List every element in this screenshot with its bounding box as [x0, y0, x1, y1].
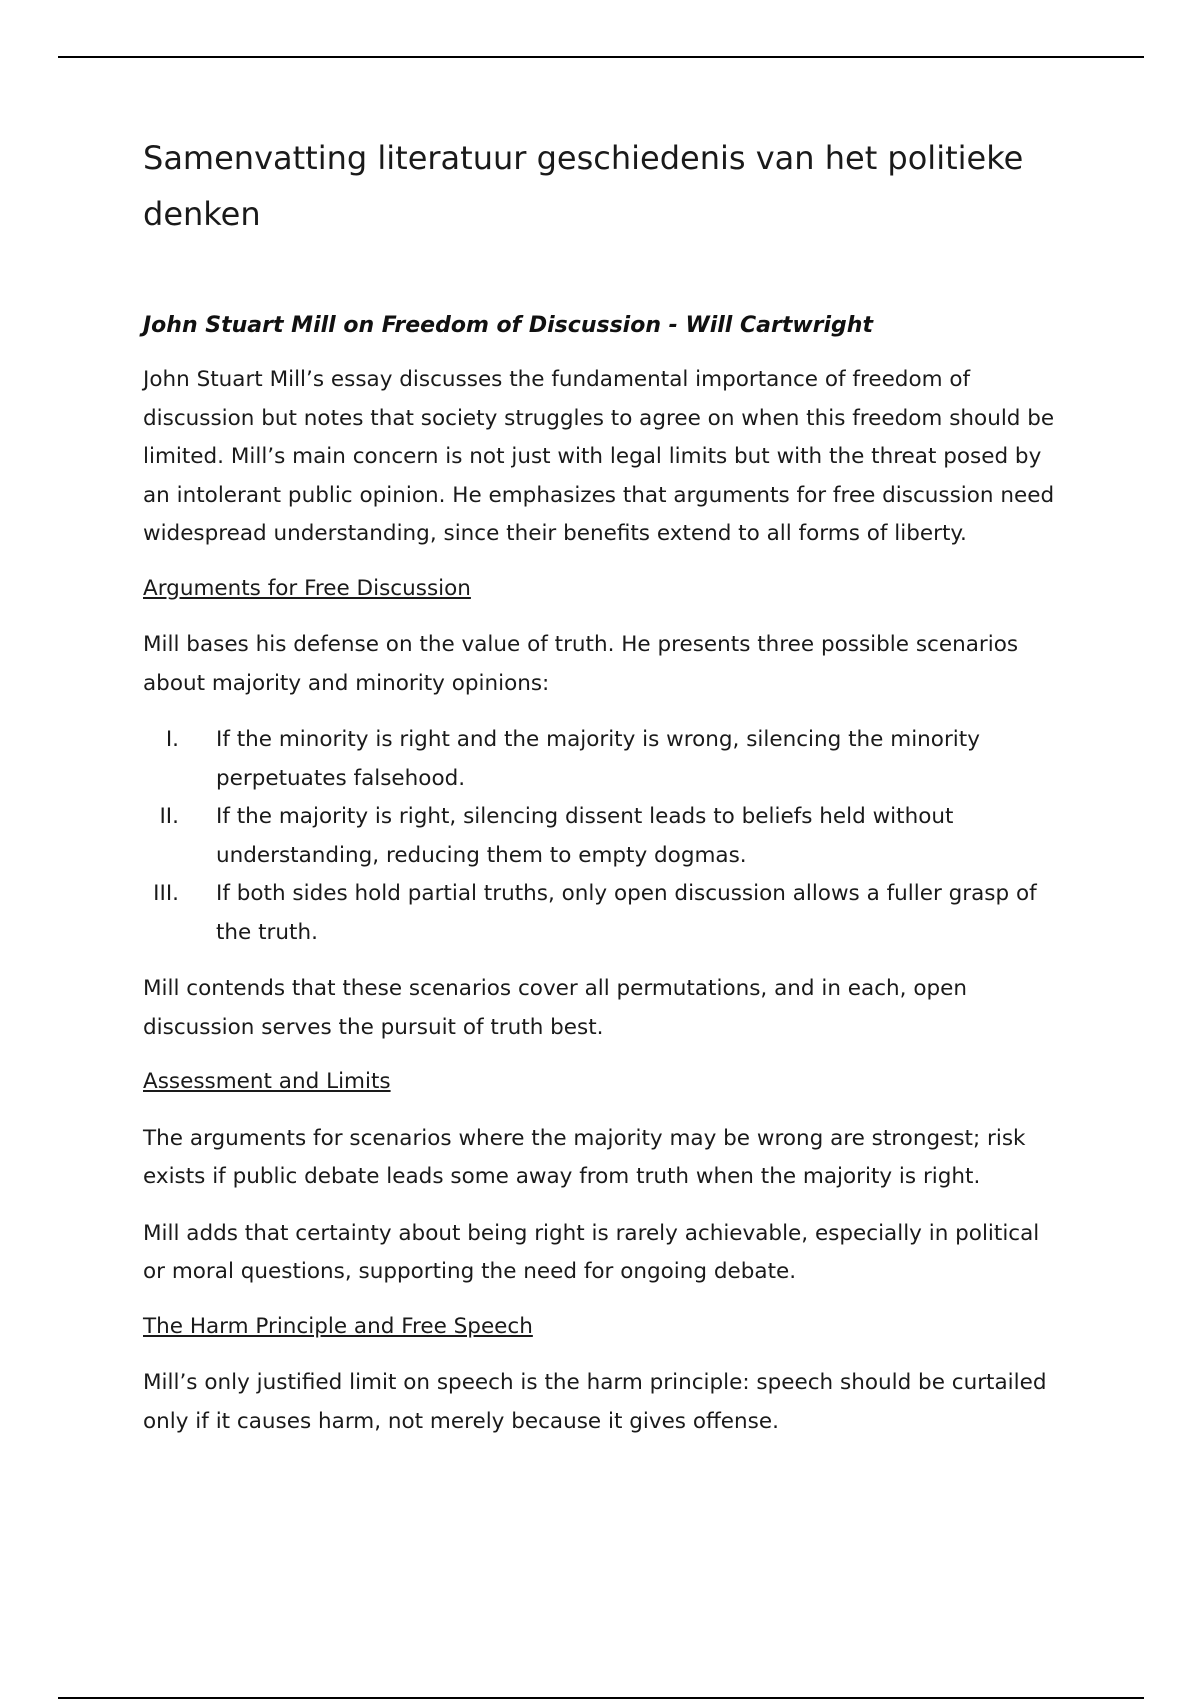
top-rule	[58, 56, 1144, 58]
arguments-conclusion: Mill contends that these scenarios cover all permutations, and in each, open discussion serves the pursuit of truth best.	[143, 976, 967, 1040]
subheading-harm-principle: The Harm Principle and Free Speech	[143, 1313, 533, 1339]
assessment-paragraph-1: The arguments for scenarios where the majority may be wrong are strongest; risk exists if public debate leads some away from truth when the majority is right.	[143, 1125, 1026, 1189]
list-item	[143, 721, 1063, 798]
list-item-number: II.	[159, 804, 179, 829]
assessment-paragraph-2: Mill adds that certainty about being right is rarely achievable, especially in political or moral questions, supporting the need for ongoing debate.	[143, 1220, 1040, 1284]
list-item-text: If the majority is right, silencing dissent leads to beliefs held without understanding, reducing them to empty dogmas.	[216, 804, 954, 868]
section-heading: John Stuart Mill on Freedom of Discussion - Will Cartwright	[143, 313, 873, 338]
bottom-rule	[58, 1697, 1144, 1699]
document-body	[143, 130, 1063, 1441]
arguments-paragraph: Mill bases his defense on the value of truth. He presents three possible scenarios about majority and minority opinions:	[143, 632, 1019, 696]
list-item-number: III.	[153, 881, 179, 906]
document-title: Samenvatting literatuur geschiedenis van het politieke denken	[143, 139, 1024, 233]
scenario-list	[143, 721, 1063, 952]
subheading-assessment: Assessment and Limits	[143, 1069, 391, 1094]
list-item-text: If the minority is right and the majority is wrong, silencing the minority perpetuates falsehood.	[216, 727, 980, 791]
subheading-arguments: Arguments for Free Discussion	[143, 575, 471, 601]
list-item	[143, 798, 1063, 875]
list-item-number: I.	[165, 727, 179, 752]
harm-principle-paragraph: Mill’s only justified limit on speech is the harm principle: speech should be curtailed only if it causes harm, not merely because it gives offense.	[143, 1370, 1047, 1434]
list-item	[143, 875, 1063, 952]
intro-paragraph: John Stuart Mill’s essay discusses the fundamental importance of freedom of discussion but notes that society struggles to agree on when this freedom should be limited. Mill’s main concern is not just with legal limits but with the threat posed by an intolerant public opinion. He emphasizes that arguments for free discussion need widespread understanding, since their benefits extend to all forms of liberty.	[143, 367, 1055, 546]
list-item-text: If both sides hold partial truths, only open discussion allows a fuller grasp of the truth.	[216, 881, 1037, 945]
